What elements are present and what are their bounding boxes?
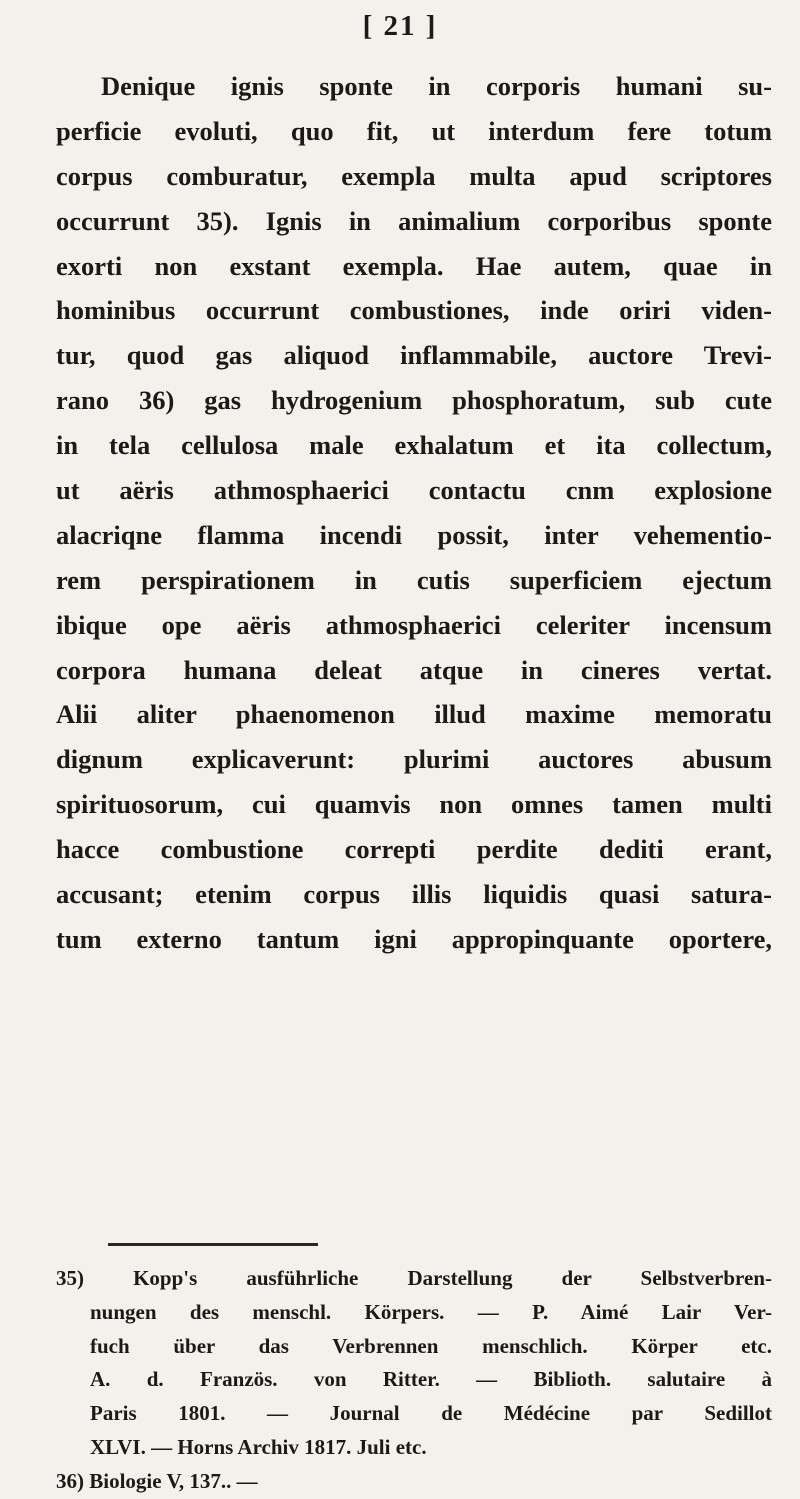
footnote-line: 36) Biologie V, 137.. — [56,1468,258,1493]
body-line: tum externo tantum igni appropinquante oportere, [56,923,772,954]
body-line: rano 36) gas hydrogenium phosphoratum, sub cute [56,385,772,416]
footnote-separator [108,1243,318,1246]
body-line: ut aëris athmosphaerici contactu cnm explosione [56,475,772,506]
body-line: in tela cellulosa male exhalatum et ita collectum, [56,430,772,461]
body-line: corpus comburatur, exempla multa apud scriptores [56,160,772,191]
body-line: corpora humana deleat atque in cineres vertat. [56,654,772,685]
body-line: Denique ignis sponte in corporis humani su- [101,71,772,101]
footnote-line: 35) Kopp's ausführliche Darstellung der Selbstverbren- [56,1266,772,1290]
footnote-line: nungen des menschl. Körpers. — P. Aimé Lair Ver- [90,1299,772,1324]
body-line: ibique ope aëris athmosphaerici celeriter incensum [56,609,772,640]
footnote-line: fuch über das Verbrennen menschlich. Körper etc. [90,1333,772,1358]
footnote-line: Paris 1801. — Journal de Médécine par Sedillot [90,1401,772,1426]
body-line: spirituosorum, cui quamvis non omnes tamen multi [56,789,772,820]
body-line: hominibus occurrunt combustiones, inde oriri viden- [56,295,772,326]
body-line: hacce combustione correpti perdite dediti erant, [56,834,772,865]
body-line: rem perspirationem in cutis superficiem ejectum [56,564,772,595]
body-line: dignum explicaverunt: plurimi auctores abusum [56,744,772,775]
body-line: alacriqne flamma incendi possit, inter vehementio- [56,519,772,550]
body-line: exorti non exstant exempla. Hae autem, quae in [56,250,772,281]
body-line: Alii aliter phaenomenon illud maxime memoratu [56,699,772,730]
body-line: tur, quod gas aliquod inflammabile, auctore Trevi- [56,340,772,371]
body-line: perficie evoluti, quo fit, ut interdum fere totum [56,115,772,146]
body-line: occurrunt 35). Ignis in animalium corporibus sponte [56,205,772,236]
body-line: accusant; etenim corpus illis liquidis quasi satura- [56,879,772,910]
footnotes [56,1262,772,1499]
footnote-line: A. d. Französ. von Ritter. — Biblioth. salutaire à [90,1367,772,1392]
body-text [56,64,772,962]
page-number: [ 21 ] [362,10,438,42]
footnote-line: XLVI. — Horns Archiv 1817. Juli etc. [90,1434,427,1459]
